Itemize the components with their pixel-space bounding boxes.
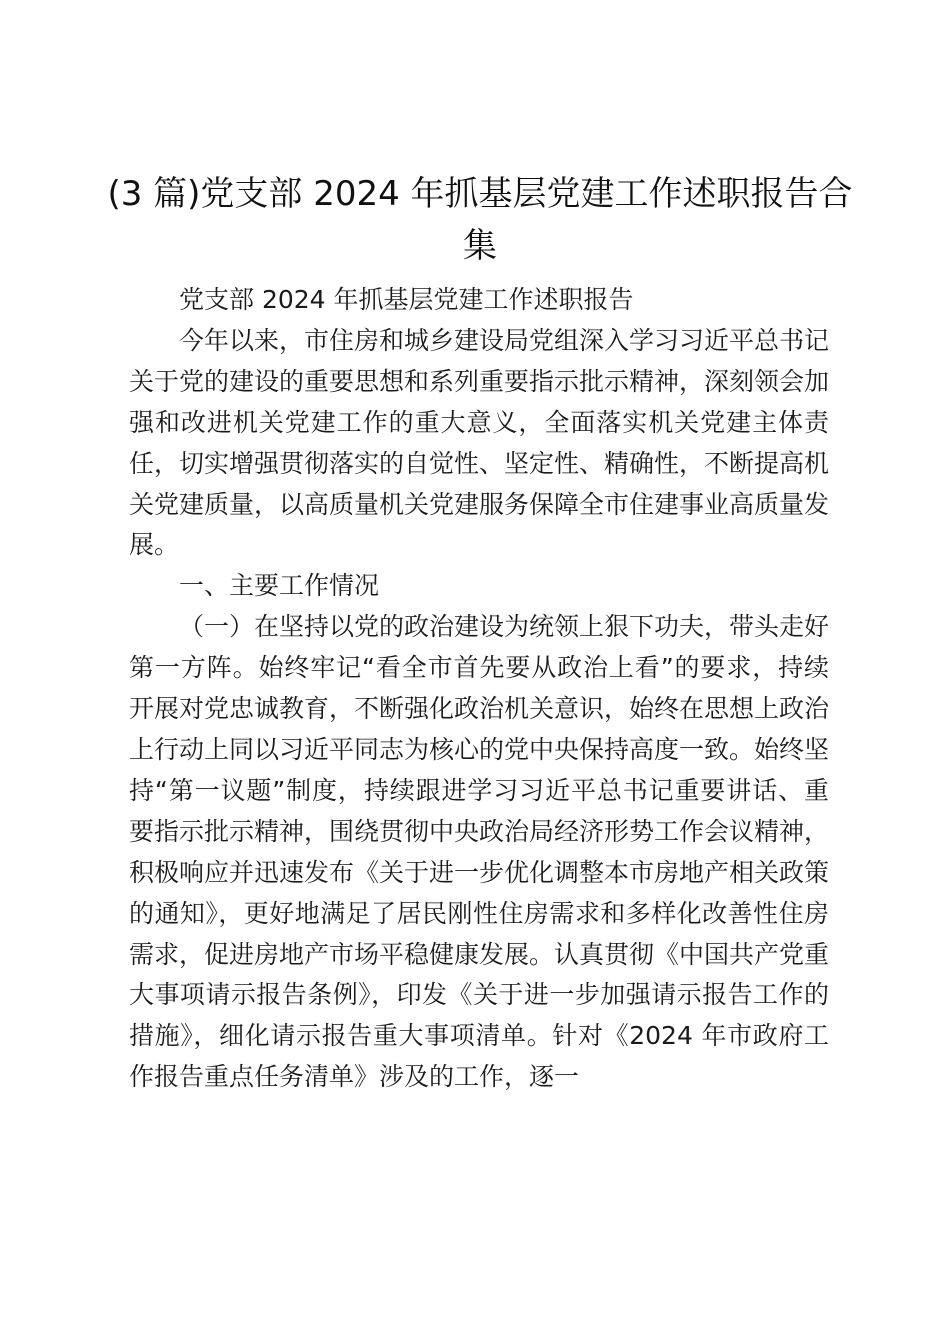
document-title: (3 篇)党支部 2024 年抓基层党建工作述职报告合集: [107, 174, 853, 266]
report-subtitle: 党支部 2024 年抓基层党建工作述职报告: [179, 285, 634, 314]
document-body: [129, 280, 829, 1098]
intro-paragraph: 今年以来，市住房和城乡建设局党组深入学习习近平总书记关于党的建设的重要思想和系列重要指示批示精神，深刻领会加强和改进机关党建工作的重大意义，全面落实机关党建主体责任，切实增强贯彻落实的自觉性、坚定性、精确性，不断提高机关党建质量，以高质量机关党建服务保障全市住建事业高质量发展。: [129, 325, 830, 560]
section-paragraph: （一）在坚持以党的政治建设为统领上狠下功夫，带头走好第一方阵。始终牢记“看全市首先要从政治上看”的要求，持续开展对党忠诚教育，不断强化政治机关意识，始终在思想上政治上行动上同以习近平同志为核心的党中央保持高度一致。始终坚持“第一议题”制度，持续跟进学习习近平总书记重要讲话、重要指示批示精神，围绕贯彻中央政治局经济形势工作会议精神，积极响应并迅速发布《关于进一步优化调整本市房地产相关政策的通知》，更好地满足了居民刚性住房需求和多样化改善性住房需求，促进房地产市场平稳健康发展。认真贯彻《中国共产党重大事项请示报告条例》，印发《关于进一步加强请示报告工作的措施》，细化请示报告重大事项清单。针对《2024 年市政府工作报告重点任务清单》涉及的工作，逐一: [129, 612, 830, 1092]
section-heading: 一、主要工作情况: [179, 571, 380, 601]
